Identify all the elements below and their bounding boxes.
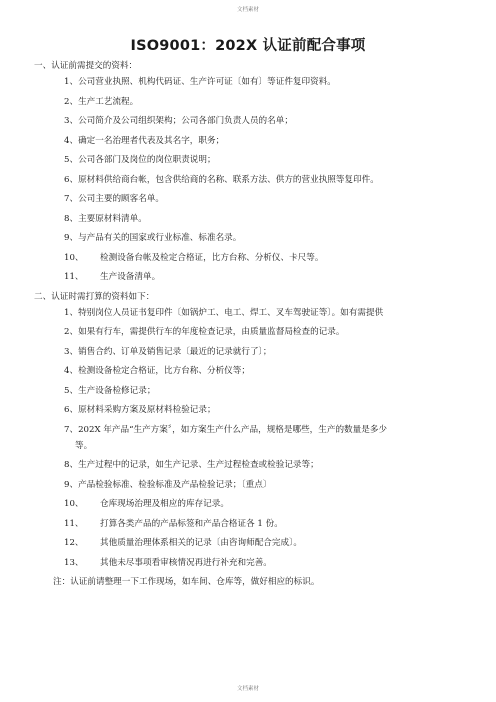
- item-text-continuation: 等。: [75, 440, 93, 451]
- item-text: 检测设备检定合格证，比方台称、分析仪等；: [78, 366, 250, 376]
- list-item: [34, 383, 474, 399]
- list-item: [34, 516, 474, 532]
- item-number: 1、: [64, 77, 79, 87]
- item-text: 公司简介及公司组织架构；公司各部门负责人员的名单；: [78, 116, 293, 126]
- list-item: [34, 211, 474, 227]
- closing-note: 注：认证前请整理一下工作现场，如车间、仓库等，做好相应的标识。: [53, 577, 320, 587]
- item-number: 5、: [64, 385, 79, 396]
- item-number: 5、: [64, 155, 79, 165]
- item-text: 主要原材料清单。: [78, 213, 147, 224]
- item-number: 8、: [64, 460, 79, 470]
- list-item: [34, 172, 474, 188]
- item-text: 生产工艺流程。: [78, 96, 139, 107]
- list-item: [34, 363, 474, 379]
- list-item: [34, 191, 474, 207]
- list-item: [34, 555, 474, 571]
- list-item: [34, 324, 474, 340]
- item-text: 销售合约、订单及销售记录〔最近的记录就行了〕；: [78, 346, 272, 357]
- list-item: [34, 305, 474, 321]
- item-text: 公司主要的顾客名单。: [78, 194, 165, 204]
- item-text: 生产设备清单。: [100, 272, 161, 282]
- item-text: 生产设备检修记录；: [78, 385, 156, 396]
- list-item: [34, 457, 474, 473]
- item-number: 7、: [64, 424, 79, 435]
- item-text: 公司营业执照、机构代码证、生产许可证〔如有〕等证件复印资料。: [78, 77, 336, 87]
- item-number: 2、: [64, 327, 79, 337]
- item-number: 9、: [64, 479, 79, 490]
- item-text: 检测设备台帐及检定合格证，比方台称、分析仪、卡尺等。: [100, 252, 324, 263]
- list-item: [34, 477, 474, 493]
- item-text: 其他未尽事项看审核情况再进行补充和完善。: [100, 557, 272, 568]
- list-item: [34, 250, 474, 266]
- item-number: 11、: [64, 272, 84, 282]
- item-text: 产品检验标准、检验标准及产品检验记录；〔重点〕: [78, 479, 272, 490]
- item-text: 确定一名治理者代表及其名字，职务；: [78, 135, 225, 146]
- list-item: [34, 535, 474, 551]
- document-body: [34, 58, 474, 590]
- item-number: 11、: [64, 518, 84, 529]
- item-number: 10、: [64, 499, 84, 509]
- item-number: 6、: [64, 405, 79, 415]
- item-number: 3、: [64, 116, 79, 126]
- item-text: 202X 年产品“生产方案〞，如方案生产什么产品，规格是哪些，生产的数量是多少: [78, 424, 388, 435]
- item-number: 12、: [64, 538, 84, 548]
- item-number: 1、: [64, 307, 79, 318]
- header-watermark: 文档素材: [236, 7, 259, 13]
- item-text: 生产过程中的记录，如生产记录、生产过程检查或检验记录等；: [78, 460, 319, 470]
- item-text: 原材料采购方案及原材料检验记录；: [78, 405, 216, 415]
- section-heading: 二、认证时需打算的资料如下：: [34, 291, 155, 302]
- item-number: 4、: [64, 366, 79, 376]
- item-text: 与产品有关的国家或行业标准、标准名录。: [78, 233, 242, 243]
- section-2-list: [34, 305, 474, 571]
- item-text: 原材料供给商台帐，包含供给商的名称、联系方法、供方的营业执照等复印件。: [78, 174, 379, 185]
- item-text: 其他质量治理体系相关的记录〔由咨询师配合完成〕。: [100, 538, 302, 548]
- list-item: [34, 269, 474, 285]
- item-text: 打算各类产品的产品标签和产品合格证各 1 份。: [100, 518, 283, 529]
- list-item: [34, 402, 474, 418]
- item-number: 10、: [64, 252, 84, 263]
- item-number: 2、: [64, 96, 79, 107]
- list-item: [34, 133, 474, 149]
- item-number: 9、: [64, 233, 79, 243]
- list-item: [34, 94, 474, 110]
- section-heading: 一、认证前需提交的资料：: [34, 61, 138, 71]
- item-text: 公司各部门及岗位的岗位职责说明；: [78, 155, 216, 165]
- item-number: 8、: [64, 213, 79, 224]
- list-item: [34, 230, 474, 246]
- item-text: 特别岗位人员证书复印件〔如锅炉工、电工、焊工、叉车驾驶证等〕。如有需提供: [78, 307, 384, 318]
- list-item: [34, 113, 474, 129]
- item-number: 4、: [64, 135, 79, 146]
- list-item: [34, 152, 474, 168]
- item-number: 3、: [64, 346, 79, 357]
- list-item: [34, 422, 474, 454]
- list-item: [34, 74, 474, 90]
- list-item: [34, 496, 474, 512]
- item-number: 7、: [64, 194, 79, 204]
- footer-watermark: 文档素材: [236, 686, 259, 692]
- list-item: [34, 344, 474, 360]
- item-number: 13、: [64, 557, 84, 568]
- item-text: 仓库现场治理及相应的库存记录。: [100, 499, 229, 509]
- page-title: ISO9001：202X 认证前配合事项: [130, 38, 366, 54]
- section-1-list: [34, 74, 474, 285]
- item-number: 6、: [64, 174, 79, 185]
- item-text: 如果有行车，需提供行车的年度检查记录，由质量监督局检查的记录。: [78, 327, 345, 337]
